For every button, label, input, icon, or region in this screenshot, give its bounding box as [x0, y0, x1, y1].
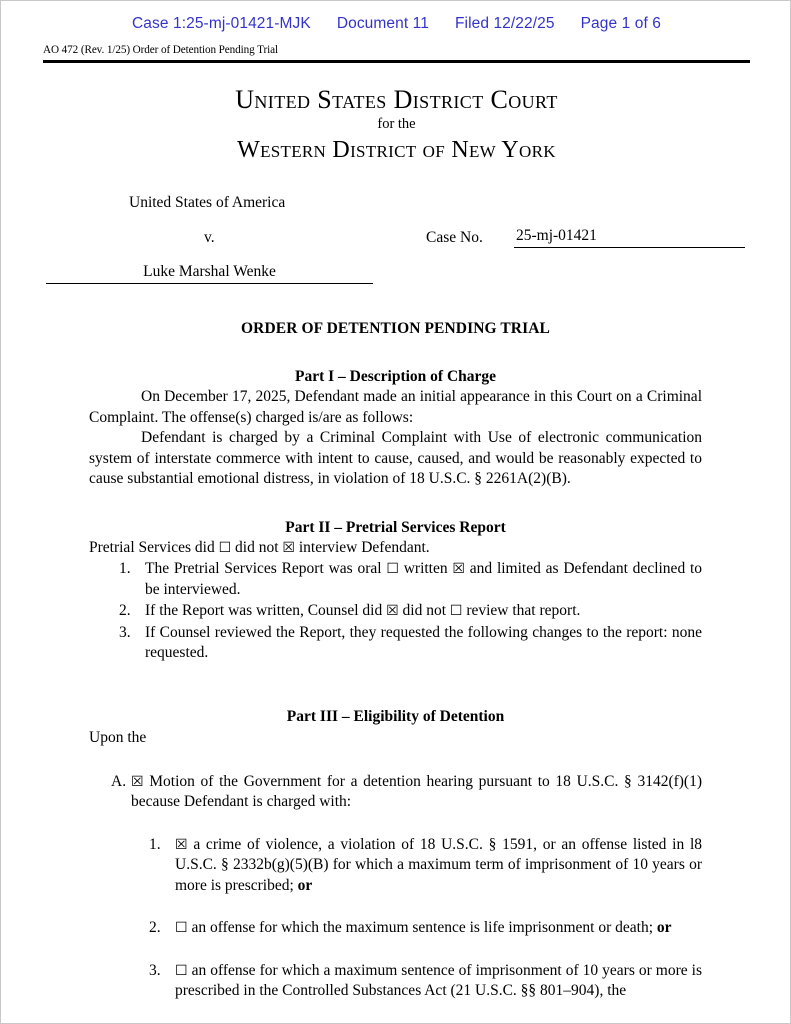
part-3-sub-1-text: a crime of violence, a violation of 18 U.S.C. § 1591, or an offense listed in l8 U.S.C. § 2332b(g)(5)(B) for which a maximum term of imprisonment of 10 years or more is prescribed; [175, 835, 702, 894]
ecf-filed-date: Filed 12/22/25 [454, 15, 555, 32]
ecf-document-number: Document 11 [336, 15, 429, 32]
caption-caseno-label: Case No. [426, 229, 483, 246]
checkbox-controlled-substances-act[interactable]: ☐ [175, 962, 188, 979]
caption-defendant-name: Luke Marshal Wenke [46, 263, 373, 284]
ecf-filing-stamp [1, 15, 791, 33]
list-item [89, 623, 702, 664]
court-name: United States District Court [235, 85, 558, 114]
part-3-upon-the: Upon the [89, 728, 147, 746]
part-3-sub-3-number: 3. [149, 961, 161, 979]
checkbox-counsel-did-review[interactable]: ☒ [386, 603, 399, 620]
checkbox-pretrial-did[interactable]: ☐ [218, 539, 232, 556]
checkbox-report-oral[interactable]: ☐ [386, 561, 399, 578]
part-2-item-2-text-b: did not [402, 602, 447, 620]
caption-caseno-value: 25-mj-01421 [514, 227, 745, 248]
list-item [89, 601, 702, 621]
part-3-sub-2-text: an offense for which the maximum sentence is life imprisonment or death; [191, 919, 657, 937]
header-divider-rule [43, 60, 750, 63]
list-item [89, 559, 702, 600]
part-2-item-1-number: 1. [119, 560, 131, 578]
part-2-intro-prefix: Pretrial Services did [89, 538, 215, 556]
part-2-item-2-number: 2. [119, 602, 131, 620]
checkbox-government-motion[interactable]: ☒ [131, 774, 144, 790]
list-item [89, 918, 702, 938]
part-3-sub-item-list [89, 835, 702, 1002]
checkbox-life-imprisonment-or-death[interactable]: ☐ [175, 920, 188, 937]
part-2-intro-line [89, 538, 702, 558]
caption-plaintiff: United States of America [129, 194, 286, 211]
part-2-item-2-text-a: If the Report was written, Counsel did [145, 602, 383, 620]
part-1-paragraph-2: Defendant is charged by a Criminal Complaint with Use of electronic communication system of interstate commerce with intent to cause, caused, and would be reasonably expected to cause substantial emotional distress, in violation of 18 U.S.C. § 2261A(2)(B). [89, 429, 702, 488]
part-3-item-a-text: Motion of the Government for a detention hearing pursuant to 18 U.S.C. § 3142(f)(1) because Defendant is charged with: [131, 773, 702, 811]
ecf-page-number: Page 1 of 6 [580, 15, 661, 32]
part-3-heading: Part III – Eligibility of Detention [286, 708, 505, 726]
part-1-paragraph-1: On December 17, 2025, Defendant made an initial appearance in this Court on a Criminal Complaint. The offense(s) charged is/are as follows: [89, 388, 702, 426]
part-2-heading: Part II – Pretrial Services Report [285, 518, 506, 536]
document-body [89, 319, 702, 1002]
checkbox-pretrial-did-not[interactable]: ☒ [282, 539, 295, 556]
document-title: ORDER OF DETENTION PENDING TRIAL [241, 320, 550, 337]
part-3-sub-2-number: 2. [149, 919, 161, 937]
part-3-item-a [89, 772, 702, 813]
ecf-case-number: Case 1:25-mj-01421-MJK [132, 15, 311, 32]
part-2-intro-mid: did not [235, 538, 279, 556]
part-2-item-3-text: If Counsel reviewed the Report, they requested the following changes to the report: none requested. [145, 623, 702, 661]
part-2-item-3-number: 3. [119, 623, 131, 641]
part-3-item-a-letter: A. [111, 773, 127, 790]
checkbox-crime-of-violence[interactable]: ☒ [175, 836, 188, 853]
court-district-name: Western District of New York [237, 136, 556, 163]
part-2-item-2-text-c: review that report. [466, 602, 581, 620]
part-1-heading: Part I – Description of Charge [294, 368, 497, 386]
part-2-item-1-text-c: and limited as Defendant declined to be interviewed. [145, 560, 703, 598]
checkbox-counsel-did-not-review[interactable]: ☐ [449, 603, 463, 620]
part-3-sub-2-tail: or [656, 919, 672, 937]
part-3-sub-1-tail: or [297, 876, 313, 894]
caption-versus: v. [204, 229, 215, 246]
part-2-item-list [89, 559, 702, 663]
list-item [89, 961, 702, 1002]
part-2-intro-suffix: interview Defendant. [298, 538, 430, 556]
list-item [89, 835, 702, 896]
part-3-sub-1-number: 1. [149, 835, 161, 853]
court-heading [1, 85, 791, 164]
case-caption [1, 194, 791, 294]
part-2-item-1-text-b: written [403, 560, 448, 578]
checkbox-report-written[interactable]: ☒ [452, 561, 465, 578]
part-3-sub-3-text: an offense for which a maximum sentence of imprisonment of 10 years or more is prescribed in the Controlled Substances Act (21 U.S.C. §§ 801–904), the [175, 961, 702, 1000]
part-2-item-1-text-a: The Pretrial Services Report was oral [145, 560, 382, 578]
ao-form-identifier: AO 472 (Rev. 1/25) Order of Detention Pending Trial [43, 44, 278, 56]
court-forthe-label: for the [377, 116, 416, 133]
